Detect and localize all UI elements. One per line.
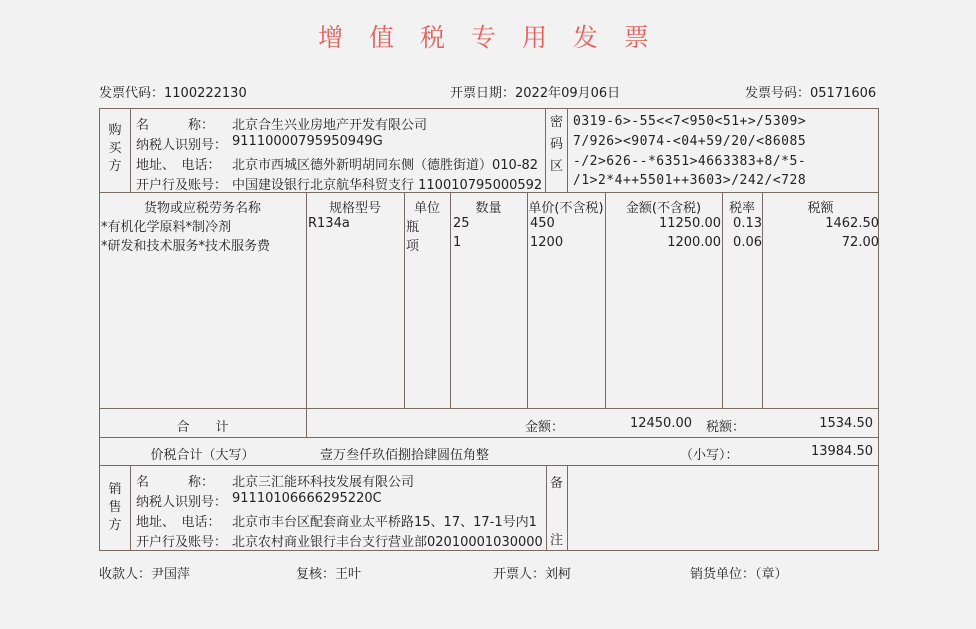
- buyer-bank: 中国建设银行北京航华科贸支行 110010795000592: [232, 178, 543, 193]
- seller-bank-label: 开户行及账号：: [136, 535, 228, 550]
- item-qty: 1: [453, 235, 462, 250]
- cipher-line: -/2>626--*6351>4663383+8/*5-: [573, 154, 807, 169]
- col-header-name: 货物或应税劳务名称: [143, 201, 261, 216]
- seller-bank: 北京农村商业银行丰台支行营业部02010001030000: [232, 535, 543, 550]
- drawer: [493, 563, 571, 582]
- totals-tax: 1534.50: [819, 416, 873, 431]
- invoice-number-label: 发票号码：: [745, 86, 811, 101]
- invoice-code-value: 1100222130: [164, 86, 247, 101]
- invoice-date: [450, 82, 620, 101]
- remark-label-top: 备: [549, 476, 563, 491]
- totals-tax-label: 税额：: [706, 420, 746, 435]
- cipher-line: /1>2*4++5501++3603>/242/<728: [573, 173, 807, 188]
- grand-total-words: 壹万叁仟玖佰捌拾肆圆伍角整: [320, 448, 490, 463]
- seller-stamp-label: 销货单位：（章）: [690, 567, 788, 582]
- col-header-qty: 数量: [475, 201, 502, 216]
- col-header-price: 单价(不含税): [528, 201, 604, 216]
- item-unit: 项: [406, 239, 420, 254]
- seller-tax-id: 91110106666295220C: [232, 491, 382, 506]
- invoice-number-value: 05171606: [810, 86, 877, 101]
- payee: [99, 563, 190, 582]
- totals-label: 合 计: [176, 420, 229, 435]
- cipher-line: 7/926><9074-<04+59/20/<86085: [573, 134, 807, 149]
- reviewer-label: 复核：: [296, 567, 336, 582]
- item-qty: 25: [453, 216, 470, 231]
- item-rate: 0.06: [733, 235, 762, 250]
- invoice-number: [745, 82, 876, 101]
- item-rate: 0.13: [733, 216, 762, 231]
- buyer-bank-label: 开户行及账号：: [136, 178, 228, 193]
- reviewer: [296, 563, 361, 582]
- invoice-title: 增 值 税 专 用 发 票: [318, 23, 658, 52]
- grand-total-small-label: （小写）：: [680, 448, 739, 463]
- seller-addr-label: 地址、 电话：: [136, 515, 221, 530]
- totals-amount: 12450.00: [629, 416, 692, 431]
- buyer-address: 北京市西城区德外新明胡同东侧（德胜街道）010-82: [232, 158, 539, 173]
- buyer-name: 北京合生兴业房地产开发有限公司: [232, 118, 428, 133]
- payee-label: 收款人：: [99, 567, 152, 582]
- payee-value: 尹国萍: [151, 567, 191, 582]
- drawer-value: 刘柯: [545, 567, 572, 582]
- remark-label-bottom: 注: [549, 533, 563, 548]
- drawer-label: 开票人：: [493, 567, 546, 582]
- seller-name-label: 名 称：: [136, 475, 215, 490]
- buyer-name-label: 名 称：: [136, 118, 215, 133]
- col-header-amount: 金额(不含税): [625, 201, 702, 216]
- item-name: *有机化学原料*制冷剂: [101, 220, 232, 235]
- buyer-side-label: 购 买 方: [108, 123, 122, 174]
- item-tax: 1462.50: [825, 216, 879, 231]
- reviewer-value: 王叶: [335, 567, 362, 582]
- seller-side-label: 销 售 方: [108, 482, 122, 533]
- invoice-code: [99, 82, 247, 101]
- cipher-side-label: 密 码 区: [549, 115, 563, 174]
- buyer-addr-label: 地址、 电话：: [136, 158, 221, 173]
- col-header-rate: 税率: [728, 201, 755, 216]
- buyer-tax-id: 91110000795950949G: [232, 134, 383, 149]
- item-unit: 瓶: [406, 220, 420, 235]
- item-spec: R134a: [308, 216, 350, 231]
- grand-total-small: 13984.50: [810, 444, 873, 459]
- invoice-date-value: 2022年09月06日: [515, 86, 621, 101]
- col-header-tax: 税额: [807, 201, 834, 216]
- item-tax: 72.00: [841, 235, 879, 250]
- totals-amount-label: 金额：: [525, 420, 565, 435]
- grand-total-label: 价税合计（大写）: [150, 448, 255, 463]
- seller-address: 北京市丰台区配套商业太平桥路15、17、17-1号内1: [232, 515, 537, 530]
- cipher-line: 0319-6>-55<<7<950<51+>/5309>: [573, 114, 807, 129]
- item-price: 1200: [530, 235, 564, 250]
- item-price: 450: [530, 216, 555, 231]
- col-header-unit: 单位: [413, 201, 440, 216]
- item-amount: 1200.00: [667, 235, 721, 250]
- item-name: *研发和技术服务*技术服务费: [101, 239, 271, 254]
- invoice-code-label: 发票代码：: [99, 86, 165, 101]
- item-amount: 11250.00: [658, 216, 721, 231]
- seller-name: 北京三汇能环科技发展有限公司: [232, 475, 415, 490]
- col-header-spec: 规格型号: [328, 201, 381, 216]
- buyer-tax-label: 纳税人识别号：: [136, 138, 228, 153]
- invoice-date-label: 开票日期：: [450, 86, 516, 101]
- seller-tax-label: 纳税人识别号：: [136, 495, 228, 510]
